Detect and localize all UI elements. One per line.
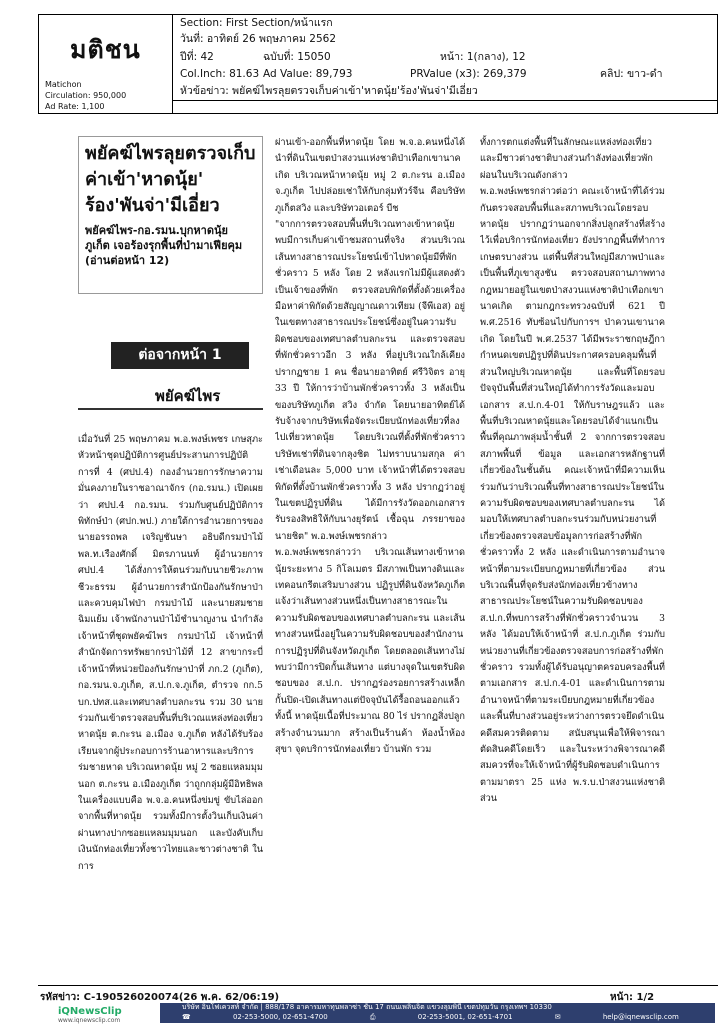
publication-info	[45, 79, 126, 112]
pub-circulation: Circulation: 950,000	[45, 91, 127, 100]
email-icon: ✉	[554, 1012, 561, 1021]
meta-topic: หัวข้อข่าว: พยัคฆ์ไพรลุยตรวจเก็บค่าเข้า'หาดนุ้ย'ร้อง'พันจ่า'มีเอี่ยว	[180, 85, 478, 97]
company-info: บริษัท อินโฟเควสท์ จำกัด | 888/178 อาคารมหาทุนพลาซ่า ชั้น 17 ถนนเพลินจิต แขวงลุมพินี เขตปทุมวัน กรุงเทพฯ 10330	[182, 1003, 552, 1011]
headline-box	[78, 136, 263, 294]
contact-row	[182, 1013, 715, 1023]
meta-advalue: Ad Value: 89,793	[263, 68, 353, 80]
header-rule	[172, 100, 718, 101]
brand-name: iQNewsClip	[58, 1006, 122, 1017]
iqnewsclip-logo	[58, 1006, 122, 1024]
article-column-1: เมื่อวันที่ 25 พฤษภาคม พ.อ.พงษ์เพชร เกษสุภะ หัวหน้าชุดปฏิบัติการศูนย์ประสานการปฏิบัติการที่ 4 (ศปป.4) กองอำนวยการรักษาความมั่นคงภายในราชอาณาจักร (กอ.รมน.) เปิดเผยว่า ศปป.4 กอ.รมน. ร่วมกับศูนย์ปฏิบัติการพิทักษ์ป่า (ศปก.พป.) ภายใต้การอำนวยการของนายอรรถพล เจริญชันษา อธิบดีกรมป่าไม้ พล.ท.เรืองศักดิ์ มิตรภานนท์ ผู้อำนวยการ ศปป.4 ได้สั่งการให้ตนร่วมกับนายชีวะภาพ ชีวะธรรม ผู้อำนวยการสำนักป้องกันรักษาป่าและควบคุมไฟป่า กรมป่าไม้ และนายสมชาย ฉิมแย้ม เจ้าพนักงานป่าไม้ชำนาญงาน นำกำลังเจ้าหน้าที่ชุดพยัคฆ์ไพร กรมป่าไม้ เจ้าหน้าที่สำนักจัดการทรัพยากรป่าไม้ที่ 12 สาขากระบี่ เจ้าหน้าที่หน่วยป้องกันรักษาป่าที่ ภก.2 (ภูเก็ต), กอ.รมน.จ.ภูเก็ต, ส.ป.ก.จ.ภูเก็ต, ตำรวจ กก.5 บก.ปทส.และเทศบาลตำบลกะรน รวม 30 นาย ร่วมกันเข้าตรวจสอบพื้นที่บริเวณแหล่งท่องเที่ยวหาดนุ้ย ต.กะรน อ.เมือง จ.ภูเก็ต หลังได้รับร้องเรียนจากผู้ประกอบการร้านอาหารและบริการร่มชายหาด บริเวณหาดนุ้ย หมู่ 2 ซอยแหลมมุมนอก ต.กะรน อ.เมืองภูเก็ต ว่าถูกกลุ่มผู้มีอิทธิพลในเครื่องแบบคือ พ.จ.อ.คนหนึ่งข่มขู่ ขับไล่ออกจากพื้นที่หาดนุ้ย รวมทั้งมีการตั้งวินเก็บเงินค่าผ่านทางปากซอยแหลมมุมนอก และบังคับเก็บเงินนักท่องเที่ยวทั้งชาวไทยและชาวต่างชาติ ในการ	[78, 434, 263, 872]
page-count: หน้า: 1/2	[610, 992, 655, 1003]
fax-number: 02-253-5001, 02-651-4701	[417, 1012, 513, 1021]
meta-prvalue: PRValue (x3): 269,379	[410, 68, 527, 80]
header-divider	[172, 14, 173, 114]
meta-page: หน้า: 1(กลาง), 12	[440, 51, 526, 63]
headline-title: พยัคฆ์ไพรลุยตรวจเก็บค่าเข้า'หาดนุ้ย' ร้อง'พันจ่า'มีเอี่ยว	[85, 143, 256, 216]
article-column-2: ผ่านเข้า-ออกพื้นที่หาดนุ้ย โดย พ.จ.อ.คนหนึ่งได้นำที่ดินในเขตป่าสงวนแห่งชาติป่าเทือกเขานาคเกิด บริเวณหน้าหาดนุ้ย หมู่ 2 ต.กะรน อ.เมือง จ.ภูเก็ต ไปปล่อยเช่าให้กับกลุ่มทัวร์จีน คือบริษัทภูเก็ตสวิง และบริษัทวอเตอร์ บีช "จากการตรวจสอบพื้นที่บริเวณทางเข้าหาดนุ้ยพบมีการเก็บค่าเข้าชมสถานที่จริง ส่วนบริเวณเส้นทางสาธารณประโยชน์เข้าไปหาดนุ้ยมีที่พักชั่วคราว 5 หลัง โดย 2 หลังแรกไม่มีผู้แสดงตัวเป็นเจ้าของที่พัก ตรวจสอบพิกัดที่ตั้งด้วยเครื่องมือหาค่าพิกัดด้วยสัญญาณดาวเทียม (จีพีเอส) อยู่ในเขตทางสาธารณประโยชน์ซึ่งอยู่ในความรับผิดชอบของเทศบาลตำบลกะรน และตรวจสอบที่พักชั่วคราวอีก 3 หลัง ที่อยู่บริเวณใกล้เคียง ปรากฏชาย 1 คน ชื่อนายอาทิตย์ ศรีวิจิตร อายุ 33 ปี ให้การว่าบ้านพักชั่วคราวทั้ง 3 หลังเป็นของบริษัทภูเก็ต สวิง จำกัด โดยนายอาทิตย์ได้รับจ้างจากบริษัทเพื่อจัดระเบียบนักท่องเที่ยวที่ลงไปเที่ยวหาดนุ้ย โดยบริเวณที่ตั้งที่พักชั่วคราว บริษัทเช่าที่ดินจากลุงชิต ไม่ทราบนามสกุล ค่าเช่าเดือนละ 5,000 บาท เจ้าหน้าที่ได้ตรวจสอบพิกัดที่ตั้งบ้านพักชั่วคราวทั้ง 3 หลัง ปรากฏว่าอยู่ในเขตปฏิรูปที่ดิน ได้มีการรังวัดออกเอกสารรับรองสิทธิให้กับนางยุรัตน์ เชื้อฉุน ภรรยาของนายชิต" พ.อ.พงษ์เพชรกล่าว พ.อ.พงษ์เพชรกล่าวว่า บริเวณเส้นทางเข้าหาดนุ้ยระยะทาง 5 กิโลเมตร มีสภาพเป็นทางดินและเทคอนกรีตเสริมบางส่วน ปฏิรูปที่ดินจังหวัดภูเก็ตแจ้งว่าเส้นทางส่วนหนึ่งเป็นทางสาธารณะในความรับผิดชอบของเทศบาลตำบลกะรน และเส้นทางส่วนหนึ่งอยู่ในความรับผิดชอบของสำนักงานการปฏิรูปที่ดินจังหวัดภูเก็ต โดยตลอดเส้นทางไม่พบว่ามีการปิดกั้นเส้นทาง แต่บางจุดในเขตรับผิดชอบของ ส.ป.ก. ปรากฏร่องรอยการสร้างเหล็กกั้นปิด-เปิดเส้นทางแต่ปัจจุบันได้รื้อถอนออกแล้ว ทั้งนี้ หาดนุ้ยเนื้อที่ประมาณ 80 ไร่ ปรากฏสิ่งปลูกสร้างจำนวนมาก สร้างเป็นร้านค้า ห้องน้ำห้องสุขา จุดบริการนักท่องเที่ยว บ้านพัก รวม	[275, 137, 465, 756]
section-title: พยัคฆ์ไพร	[155, 387, 221, 405]
footer-rule	[38, 985, 718, 986]
phone-icon: ☎	[182, 1012, 191, 1021]
article-column-3: ทั้งการตกแต่งพื้นที่ในลักษณะแหล่งท่องเที่ยว และมีชาวต่างชาติบางส่วนกำลังท่องเที่ยวพักผ่อนในบริเวณดังกล่าว พ.อ.พงษ์เพชรกล่าวต่อว่า คณะเจ้าหน้าที่ได้ร่วมกันตรวจสอบพื้นที่และสภาพบริเวณโดยรอบหาดนุ้ย ปรากฏว่านอกจากสิ่งปลูกสร้างที่สร้างไว้เพื่อบริการนักท่องเที่ยว ยังปรากฏพื้นที่ทำการเกษตรบางส่วน แต่พื้นที่ส่วนใหญ่มีสภาพป่าและเป็นพื้นที่ภูเขาสูงชัน ตรวจสอบสถานภาพทางกฎหมายอยู่ในเขตป่าสงวนแห่งชาติป่าเทือกเขานาคเกิด ตามกฎกระทรวงฉบับที่ 621 ปี พ.ศ.2516 ทับซ้อนไปกับการฯ ป่าควนเขานาคเกิด โดยในปี พ.ศ.2537 ได้มีพระราชกฤษฎีกากำหนดเขตปฏิรูปที่ดินประกาศครอบคลุมพื้นที่ส่วนใหญ่บริเวณหาดนุ้ย และพื้นที่โดยรอบปัจจุบันพื้นที่ส่วนใหญ่ได้ทำการรังวัดและมอบเอกสาร ส.ป.ก.4-01 ให้กับราษฎรแล้ว และพื้นที่บริเวณหาดนุ้ยและโดยรอบได้จำแนกเป็นพื้นที่คุณภาพลุ่มน้ำชั้นที่ 2 จากการตรวจสอบสภาพพื้นที่ ข้อมูล และเอกสารหลักฐานที่เกี่ยวข้องในชั้นต้น คณะเจ้าหน้าที่มีความเห็นร่วมกันว่าบริเวณพื้นที่ทางสาธารณประโยชน์ในความรับผิดชอบของเทศบาลตำบลกะรน ได้มอบให้เทศบาลตำบลกะรนร่วมกับหน่วยงานที่เกี่ยวข้องตรวจสอบข้อมูลการก่อสร้างที่พักชั่วคราวทั้ง 2 หลัง และดำเนินการตามอำนาจหน้าที่ตามระเบียบกฎหมายที่เกี่ยวข้อง ส่วนบริเวณพื้นที่จุดรับส่งนักท่องเที่ยวข้างทางสาธารณประโยชน์ในความรับผิดชอบของ ส.ป.ก.ที่พบการสร้างที่พักชั่วคราวจำนวน 3 หลัง ได้มอบให้เจ้าหน้าที่ ส.ป.ก.ภูเก็ต ร่วมกับหน่วยงานที่เกี่ยวข้องตรวจสอบการก่อสร้างที่พักชั่วคราว รวมทั้งผู้ได้รับอนุญาตครอบครองพื้นที่ตามเอกสาร ส.ป.ก.4-01 และดำเนินการตามอำนาจหน้าที่ตามระเบียบกฎหมายที่เกี่ยวข้องและพื้นที่บางส่วนอยู่ระหว่างการตรวจยึดดำเนินคดีสมควรติดตาม สนับสนุนเพื่อให้พิจารณาตัดสินคดีโดยเร็ว และในระหว่างพิจารณาคดีสมควรที่จะให้เจ้าหน้าที่ผู้รับผิดชอบดำเนินการตามมาตรา 25 แห่ง พ.ร.บ.ป่าสงวนแห่งชาติ ส่วน	[480, 137, 665, 805]
publication-logo: มติชน	[70, 35, 141, 64]
phone-number: 02-253-5000, 02-651-4700	[232, 1012, 328, 1021]
meta-issue: ฉบับที่: 15050	[263, 51, 331, 63]
email-address[interactable]: help@iqnewsclip.com	[602, 1012, 679, 1021]
meta-year: ปีที่: 42	[180, 51, 214, 63]
meta-section: Section: First Section/หน้าแรก	[180, 17, 333, 29]
meta-colinch: Col.Inch: 81.63	[180, 68, 260, 80]
brand-url: www.iqnewsclip.com	[58, 1017, 121, 1024]
fax-icon: ⎙	[369, 1012, 376, 1021]
section-rule	[78, 408, 263, 410]
headline-subtitle: พยัคฆ์ไพร-กอ.รมน.บุกหาดนุ้ย ภูเก็ต เจอร้องรุกพื้นที่ป่ามาเฟียคุม (อ่านต่อหน้า 12)	[85, 224, 243, 267]
pub-adrate: Ad Rate: 1,100	[45, 102, 105, 111]
meta-date: วันที่: อาทิตย์ 26 พฤษภาคม 2562	[180, 33, 337, 45]
pub-name: Matichon	[45, 80, 82, 89]
continued-label: ต่อจากหน้า 1	[111, 342, 249, 369]
meta-clip: คลิป: ขาว-ดำ	[600, 68, 663, 80]
company-band	[160, 1003, 715, 1023]
news-code: รหัสข่าว: C-190526020074(26 พ.ค. 62/06:19)	[40, 992, 280, 1003]
